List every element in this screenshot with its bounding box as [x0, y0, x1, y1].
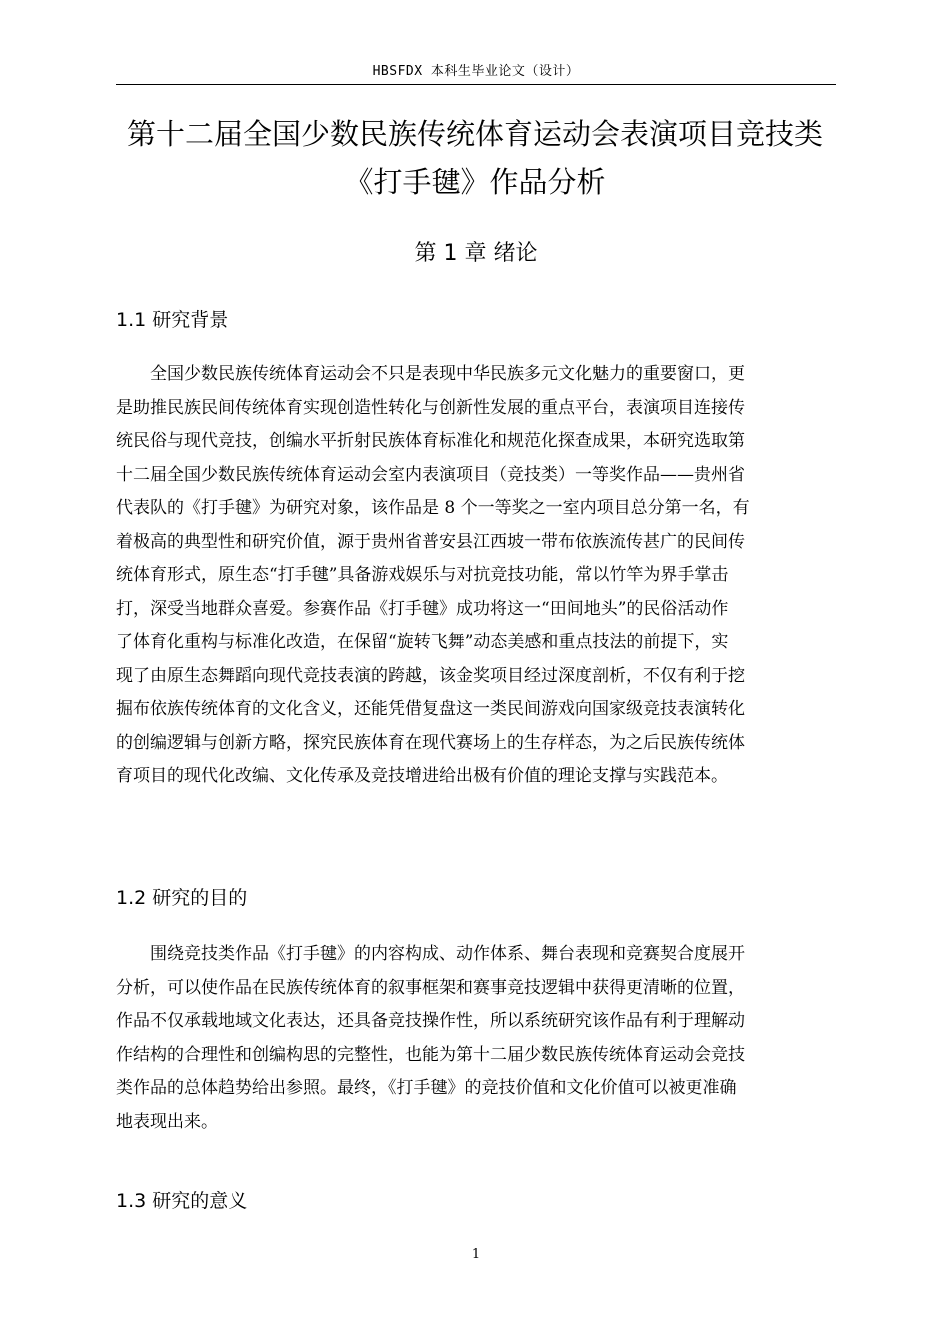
- section-heading-1-2: 1.2 研究的目的: [116, 887, 248, 909]
- section-heading-1-1: 1.1 研究背景: [116, 309, 229, 331]
- running-header: HBSFDX 本科生毕业论文（设计）: [372, 64, 580, 79]
- chapter-heading: 第 1 章 绪论: [414, 241, 538, 266]
- paragraph-line: 代表队的《打手毽》为研究对象，该作品是 8 个一等奖之一室内项目总分第一名，有: [116, 498, 750, 518]
- paragraph-line: 的创编逻辑与创新方略，探究民族体育在现代赛场上的生存样态，为之后民族传统体: [116, 732, 745, 753]
- paragraph-line: 育项目的现代化改编、文化传承及竞技增进给出极有价值的理论支撑与实践范本。: [116, 766, 728, 786]
- section-heading-1-3: 1.3 研究的意义: [116, 1190, 248, 1212]
- paragraph-line: 打，深受当地群众喜爱。参赛作品《打手毽》成功将这一“田间地头”的民俗活动作: [116, 598, 729, 619]
- paragraph-line: 掘布依族传统体育的文化含义，还能凭借复盘这一类民间游戏向国家级竞技表演转化: [116, 699, 745, 719]
- header-rule: [116, 84, 836, 85]
- paragraph-line: 现了由原生态舞蹈向现代竞技表演的跨越，该金奖项目经过深度剖析，不仅有利于挖: [116, 665, 745, 686]
- paragraph-line: 围绕竞技类作品《打手毽》的内容构成、动作体系、舞台表现和竞赛契合度展开: [150, 944, 745, 964]
- page-number: 1: [471, 1247, 481, 1262]
- paragraph-line: 全国少数民族传统体育运动会不只是表现中华民族多元文化魅力的重要窗口，更: [150, 364, 745, 384]
- paper-title-line-1: 第十二届全国少数民族传统体育运动会表演项目竞技类: [126, 117, 823, 151]
- paragraph-line: 地表现出来。: [116, 1111, 218, 1132]
- paragraph-line: 作品不仅承载地域文化表达，还具备竞技操作性，所以系统研究该作品有利于理解动: [116, 1011, 745, 1031]
- paper-title: [100, 110, 850, 206]
- paragraph-research-background: [116, 358, 836, 794]
- paragraph-line: 是助推民族民间传统体育实现创造性转化与创新性发展的重点平台，表演项目连接传: [116, 397, 745, 418]
- paragraph-line: 分析，可以使作品在民族传统体育的叙事框架和赛事竞技逻辑中获得更清晰的位置，: [116, 977, 745, 998]
- paragraph-line: 统民俗与现代竞技，创编水平折射民族体育标准化和规范化探查成果，本研究选取第: [116, 431, 745, 451]
- paper-title-line-2: 《打手毽》作品分析: [344, 165, 606, 199]
- paragraph-line: 统体育形式，原生态“打手毽”具备游戏娱乐与对抗竞技功能，常以竹竿为界手掌击: [116, 565, 729, 585]
- paragraph-research-purpose: [116, 938, 836, 1139]
- paragraph-line: 着极高的典型性和研究价值，源于贵州省普安县江西坡一带布依族流传甚广的民间传: [116, 531, 745, 552]
- paragraph-line: 类作品的总体趋势给出参照。最终，《打手毽》的竞技价值和文化价值可以被更准确: [116, 1078, 737, 1098]
- paragraph-line: 作结构的合理性和创编构思的完整性，也能为第十二届少数民族传统体育运动会竞技: [116, 1044, 745, 1065]
- paragraph-line: 十二届全国少数民族传统体育运动会室内表演项目（竞技类）一等奖作品——贵州省: [116, 464, 745, 485]
- paragraph-line: 了体育化重构与标准化改造，在保留“旋转飞舞”动态美感和重点技法的前提下，实: [116, 632, 729, 652]
